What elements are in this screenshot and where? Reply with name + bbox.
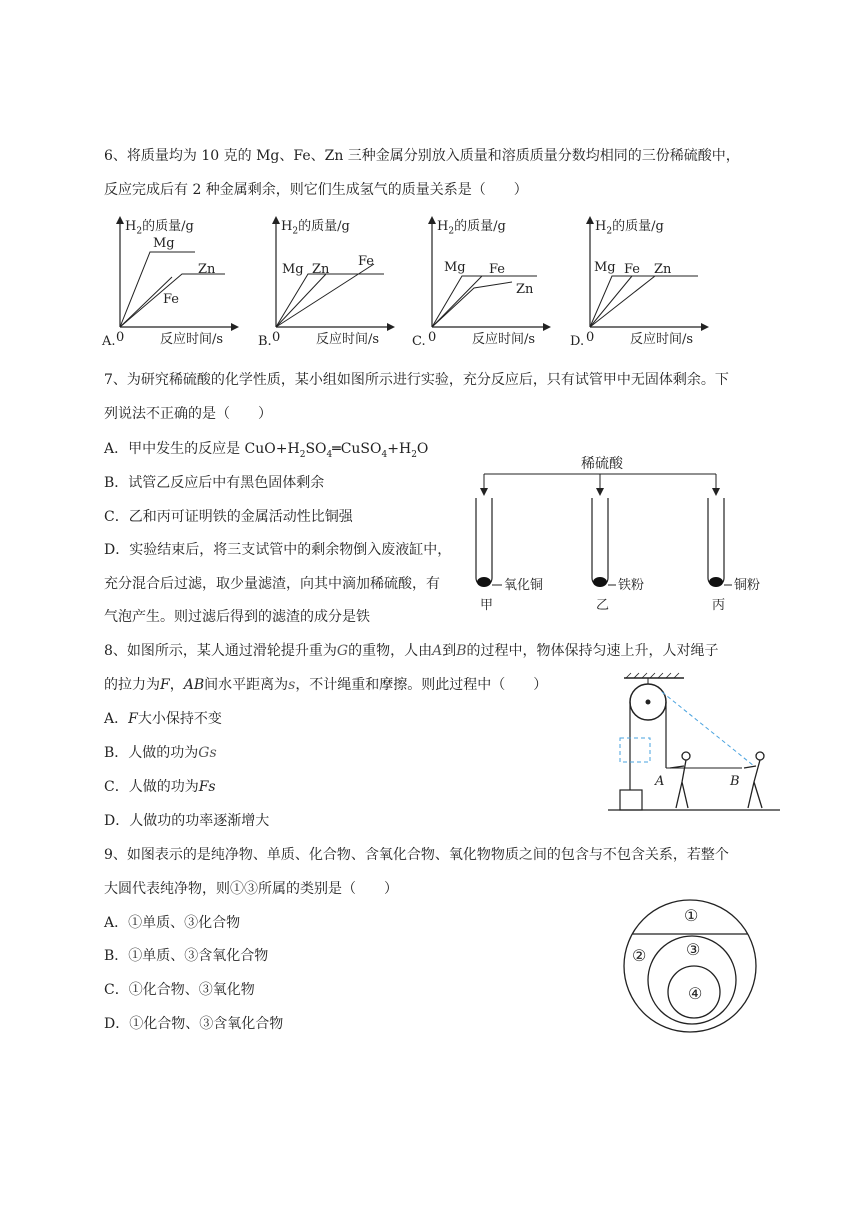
- q6-d-label-fe: Fe: [624, 262, 641, 277]
- q6-b-label-mg: Mg: [282, 262, 304, 277]
- q7-tube1-name: 甲: [480, 598, 494, 613]
- q6-a-ylabel: $H_2$的质量/g: [125, 219, 194, 237]
- q6-stem-line1: 6、将质量均为 10 克的 Mg、Fe、Zn 三种金属分别放入质量和溶质质量分数均相同的三份稀硫酸中，: [104, 148, 740, 164]
- q6-a-letter: A.: [102, 334, 116, 349]
- q7-tube2-name: 乙: [596, 598, 610, 613]
- q6-c-xlabel: 反应时间/s: [472, 332, 536, 347]
- q9-option-a: A．①单质、③化合物: [104, 915, 241, 931]
- q6-d-xlabel: 反应时间/s: [630, 332, 694, 347]
- q6-a-label-fe: Fe: [163, 292, 180, 307]
- q6-c-label-mg: Mg: [444, 260, 466, 275]
- q9-option-b: B．①单质、③含氧化合物: [104, 948, 269, 964]
- q7-tube2-content: 铁粉: [618, 578, 645, 593]
- q6-c-ylabel: $H_2$的质量/g: [437, 219, 506, 237]
- q9-region-4: ④: [688, 984, 703, 1003]
- q6-a-xlabel: 反应时间/s: [160, 332, 224, 347]
- q6-b-xlabel: 反应时间/s: [316, 332, 380, 347]
- q6-d-letter: D.: [570, 334, 585, 349]
- q8-option-b: B．人做的功为Gs: [104, 745, 217, 761]
- q6-b-origin: 0: [272, 330, 281, 345]
- q8-fig-label-b: B: [730, 774, 740, 789]
- q8-option-d: D．人做功的功率逐渐增大: [104, 813, 270, 829]
- q7-tube1-content: 氧化铜: [504, 578, 544, 593]
- q6-b-label-zn: Zn: [312, 262, 330, 277]
- q7-test-tube-figure: [470, 460, 770, 620]
- q7-acid-label: 稀硫酸: [578, 456, 626, 472]
- q6-b-ylabel: $H_2$的质量/g: [281, 219, 350, 237]
- q8-pulley-figure: [604, 670, 784, 820]
- q6-b-label-fe: Fe: [358, 254, 375, 269]
- q6-c-label-zn: Zn: [516, 282, 534, 297]
- q7-tube3-content: 铜粉: [734, 578, 761, 593]
- q6-a-label-mg: Mg: [153, 236, 175, 251]
- q9-option-c: C．①化合物、③氧化物: [104, 982, 255, 998]
- q8-stem-line1: 8、如图所示，某人通过滑轮提升重为G的重物，人由A到B的过程中，物体保持匀速上升，人对绳子: [104, 643, 719, 659]
- q9-stem-line1: 9、如图表示的是纯净物、单质、化合物、含氧化合物、氧化物物质之间的包含与不包含关系，若整个: [104, 847, 729, 863]
- q6-b-letter: B.: [258, 334, 272, 349]
- q9-region-1: ①: [684, 906, 699, 925]
- q7-option-b: B．试管乙反应后中有黑色固体剩余: [104, 475, 325, 491]
- q6-d-label-zn: Zn: [654, 262, 672, 277]
- q7-option-d-line1: D．实验结束后，将三支试管中的剩余物倒入废液缸中，: [104, 542, 452, 558]
- q6-c-label-fe: Fe: [489, 262, 506, 277]
- q6-d-ylabel: $H_2$的质量/g: [595, 219, 664, 237]
- q7-option-c: C．乙和丙可证明铁的金属活动性比铜强: [104, 509, 353, 525]
- q7-stem-line2: 列说法不正确的是（ ）: [104, 406, 272, 422]
- q6-d-origin: 0: [586, 330, 595, 345]
- q6-c-origin: 0: [428, 330, 437, 345]
- q6-d-label-mg: Mg: [594, 260, 616, 275]
- q9-region-3: ③: [686, 940, 701, 959]
- q7-option-a: A．甲中发生的反应是 $CuO+H_2SO_4═CuSO_4+H_2O$: [104, 441, 429, 460]
- q6-a-origin: 0: [116, 330, 125, 345]
- q9-region-2: ②: [632, 946, 647, 965]
- q6-c-letter: C.: [412, 334, 426, 349]
- q7-stem-line1: 7、为研究稀硫酸的化学性质，某小组如图所示进行实验，充分反应后，只有试管甲中无固体剩余。下: [104, 372, 729, 388]
- q9-stem-line2: 大圆代表纯净物，则①③所属的类别是（ ）: [104, 881, 398, 897]
- q7-option-d-line3: 气泡产生。则过滤后得到的滤渣的成分是铁: [104, 609, 370, 625]
- q9-option-d: D．①化合物、③含氧化合物: [104, 1016, 284, 1032]
- q8-stem-line2: 的拉力为F，AB间水平距离为s，不计绳重和摩擦。则此过程中（ ）: [104, 677, 548, 693]
- q8-fig-label-a: A: [655, 774, 665, 789]
- q8-option-a: A．F大小保持不变: [104, 711, 222, 727]
- q6-stem-line2: 反应完成后有 2 种金属剩余，则它们生成氢气的质量关系是（ ）: [104, 182, 528, 198]
- q6-a-label-zn: Zn: [198, 262, 216, 277]
- q8-option-c: C．人做的功为Fs: [104, 779, 216, 795]
- q7-tube3-name: 丙: [712, 598, 726, 613]
- q7-option-d-line2: 充分混合后过滤，取少量滤渣，向其中滴加稀硫酸，有: [104, 576, 440, 592]
